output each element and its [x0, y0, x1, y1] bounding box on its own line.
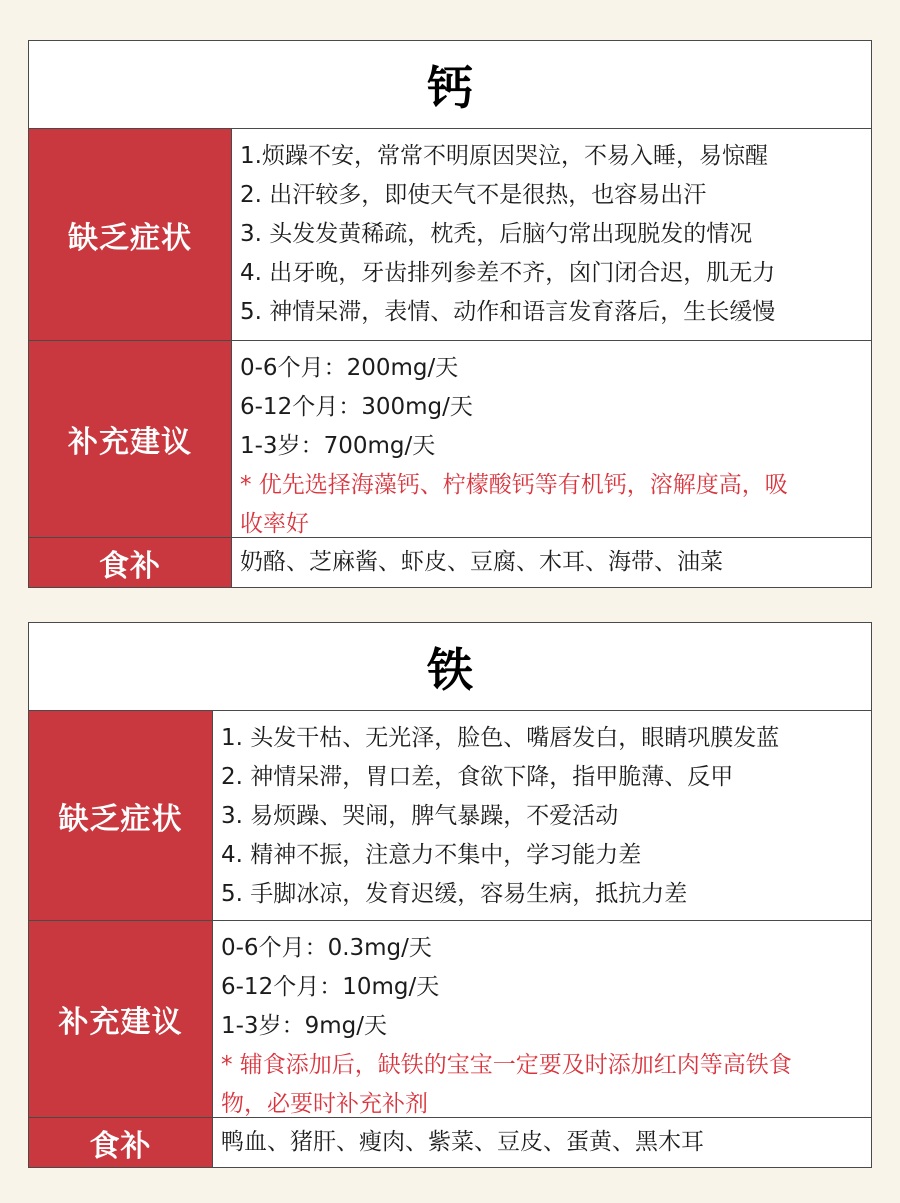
- iron-card: [28, 622, 872, 1168]
- iron-advice-note-1: * 辅食添加后，缺铁的宝宝一定要及时添加红肉等高铁食: [221, 1052, 792, 1078]
- calcium-advice-row: [29, 341, 871, 538]
- calcium-food-text: 奶酪、芝麻酱、虾皮、豆腐、木耳、海带、油菜: [240, 549, 723, 575]
- iron-advice-2: 6-12个月：10mg/天: [221, 974, 440, 1000]
- calcium-advice-3: 1-3岁：700mg/天: [240, 433, 436, 459]
- iron-symptom-5: 5. 手脚冰凉，发育迟缓，容易生病，抵抗力差: [221, 881, 688, 907]
- iron-advice-list: [213, 921, 871, 1117]
- calcium-title: 钙: [29, 41, 871, 129]
- calcium-advice-1: 0-6个月：200mg/天: [240, 355, 459, 381]
- calcium-advice-list: [232, 341, 871, 537]
- calcium-card: [28, 40, 872, 588]
- iron-symptoms-list: [213, 711, 871, 920]
- iron-food-row: [29, 1118, 871, 1167]
- iron-symptoms-row: [29, 711, 871, 921]
- calcium-advice-note-2: 收率好: [240, 511, 309, 537]
- iron-food-label: 食补: [29, 1118, 213, 1167]
- iron-advice-row: [29, 921, 871, 1118]
- iron-symptom-4: 4. 精神不振，注意力不集中，学习能力差: [221, 842, 642, 868]
- iron-title: 铁: [29, 623, 871, 711]
- calcium-symptom-5: 5. 神情呆滞，表情、动作和语言发育落后，生长缓慢: [240, 299, 776, 325]
- calcium-food-row: [29, 538, 871, 587]
- iron-advice-1: 0-6个月：0.3mg/天: [221, 935, 432, 961]
- calcium-symptoms-label: 缺乏症状: [29, 129, 232, 340]
- calcium-symptom-1: 1.烦躁不安，常常不明原因哭泣，不易入睡，易惊醒: [240, 143, 768, 169]
- calcium-symptom-3: 3. 头发发黄稀疏，枕秃，后脑勺常出现脱发的情况: [240, 221, 753, 247]
- iron-symptoms-label: 缺乏症状: [29, 711, 213, 920]
- iron-symptom-3: 3. 易烦躁、哭闹，脾气暴躁，不爱活动: [221, 803, 619, 829]
- calcium-symptoms-list: [232, 129, 871, 340]
- calcium-advice-label: 补充建议: [29, 341, 232, 537]
- iron-advice-3: 1-3岁：9mg/天: [221, 1013, 387, 1039]
- calcium-symptom-4: 4. 出牙晚，牙齿排列参差不齐，囟门闭合迟，肌无力: [240, 260, 776, 286]
- iron-food-text: 鸭血、猪肝、瘦肉、紫菜、豆皮、蛋黄、黑木耳: [221, 1129, 704, 1155]
- iron-advice-note-2: 物，必要时补充补剂: [221, 1091, 428, 1117]
- calcium-symptoms-row: [29, 129, 871, 341]
- iron-advice-label: 补充建议: [29, 921, 213, 1117]
- calcium-advice-2: 6-12个月：300mg/天: [240, 394, 473, 420]
- iron-symptom-1: 1. 头发干枯、无光泽，脸色、嘴唇发白，眼睛巩膜发蓝: [221, 725, 780, 751]
- iron-symptom-2: 2. 神情呆滞，胃口差，食欲下降，指甲脆薄、反甲: [221, 764, 734, 790]
- calcium-food-label: 食补: [29, 538, 232, 587]
- calcium-symptom-2: 2. 出汗较多，即使天气不是很热，也容易出汗: [240, 182, 707, 208]
- calcium-advice-note-1: * 优先选择海藻钙、柠檬酸钙等有机钙，溶解度高，吸: [240, 472, 788, 498]
